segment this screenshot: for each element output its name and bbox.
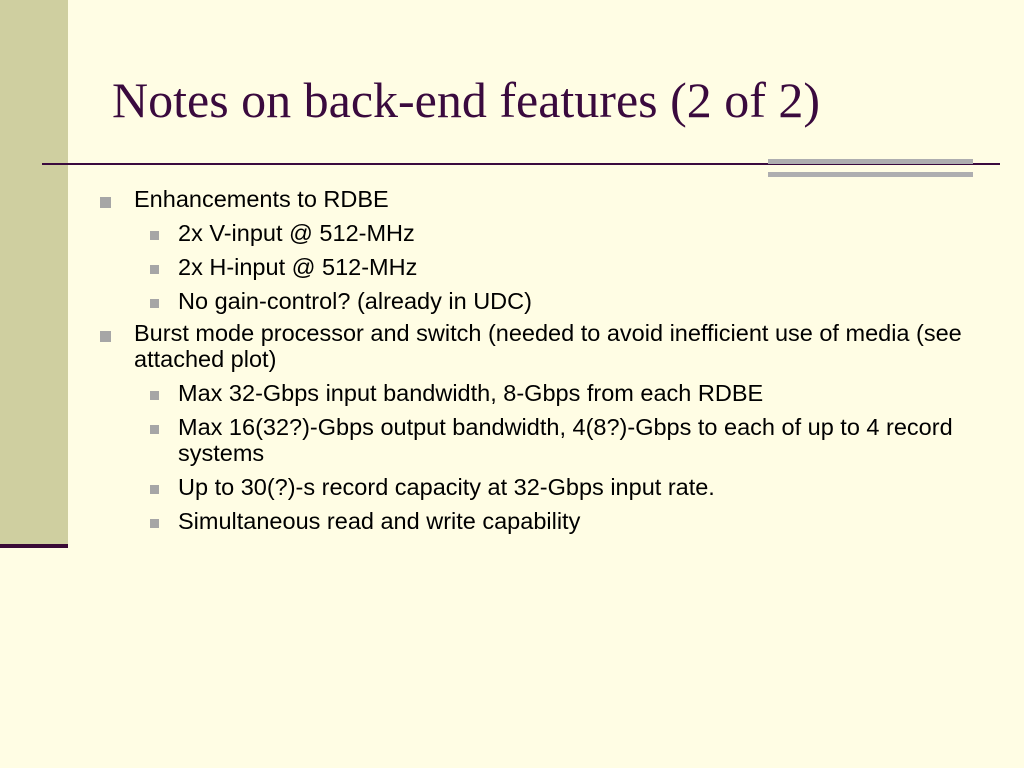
sub-bullet-text: Up to 30(?)-s record capacity at 32-Gbps input rate. (178, 474, 715, 500)
square-bullet-icon (150, 299, 159, 308)
sub-bullet-item (96, 254, 976, 280)
square-bullet-icon (150, 519, 159, 528)
bullet-item (96, 186, 976, 212)
left-decorative-band (0, 0, 68, 545)
sub-bullet-text: No gain-control? (already in UDC) (178, 288, 532, 314)
slide-title: Notes on back-end features (2 of 2) (112, 72, 821, 128)
sub-bullet-item (96, 288, 976, 314)
square-bullet-icon (150, 391, 159, 400)
sub-bullet-text: Max 16(32?)-Gbps output bandwidth, 4(8?)-Gbps to each of up to 4 record systems (178, 414, 953, 466)
square-bullet-icon (150, 485, 159, 494)
sub-bullet-item (96, 380, 976, 406)
accent-bar-bottom (768, 172, 973, 177)
sub-bullet-item (96, 220, 976, 246)
sub-bullet-text: 2x V-input @ 512-MHz (178, 220, 415, 246)
sub-bullet-text: Max 32-Gbps input bandwidth, 8-Gbps from each RDBE (178, 380, 764, 406)
square-bullet-icon (150, 265, 159, 274)
sub-bullet-item (96, 414, 976, 466)
bullet-text: Burst mode processor and switch (needed to avoid inefficient use of media (see attached plot) (134, 320, 962, 372)
bullet-item (96, 320, 976, 372)
sub-bullet-text: 2x H-input @ 512-MHz (178, 254, 418, 280)
square-bullet-icon (150, 425, 159, 434)
bullet-text: Enhancements to RDBE (134, 186, 389, 212)
square-bullet-icon (100, 197, 111, 208)
square-bullet-icon (150, 231, 159, 240)
sub-bullet-item (96, 474, 976, 500)
square-bullet-icon (100, 331, 111, 342)
accent-bar-top (768, 159, 973, 164)
left-band-underline (0, 544, 68, 548)
sub-bullet-text: Simultaneous read and write capability (178, 508, 581, 534)
slide-body (96, 180, 976, 534)
sub-bullet-item (96, 508, 976, 534)
